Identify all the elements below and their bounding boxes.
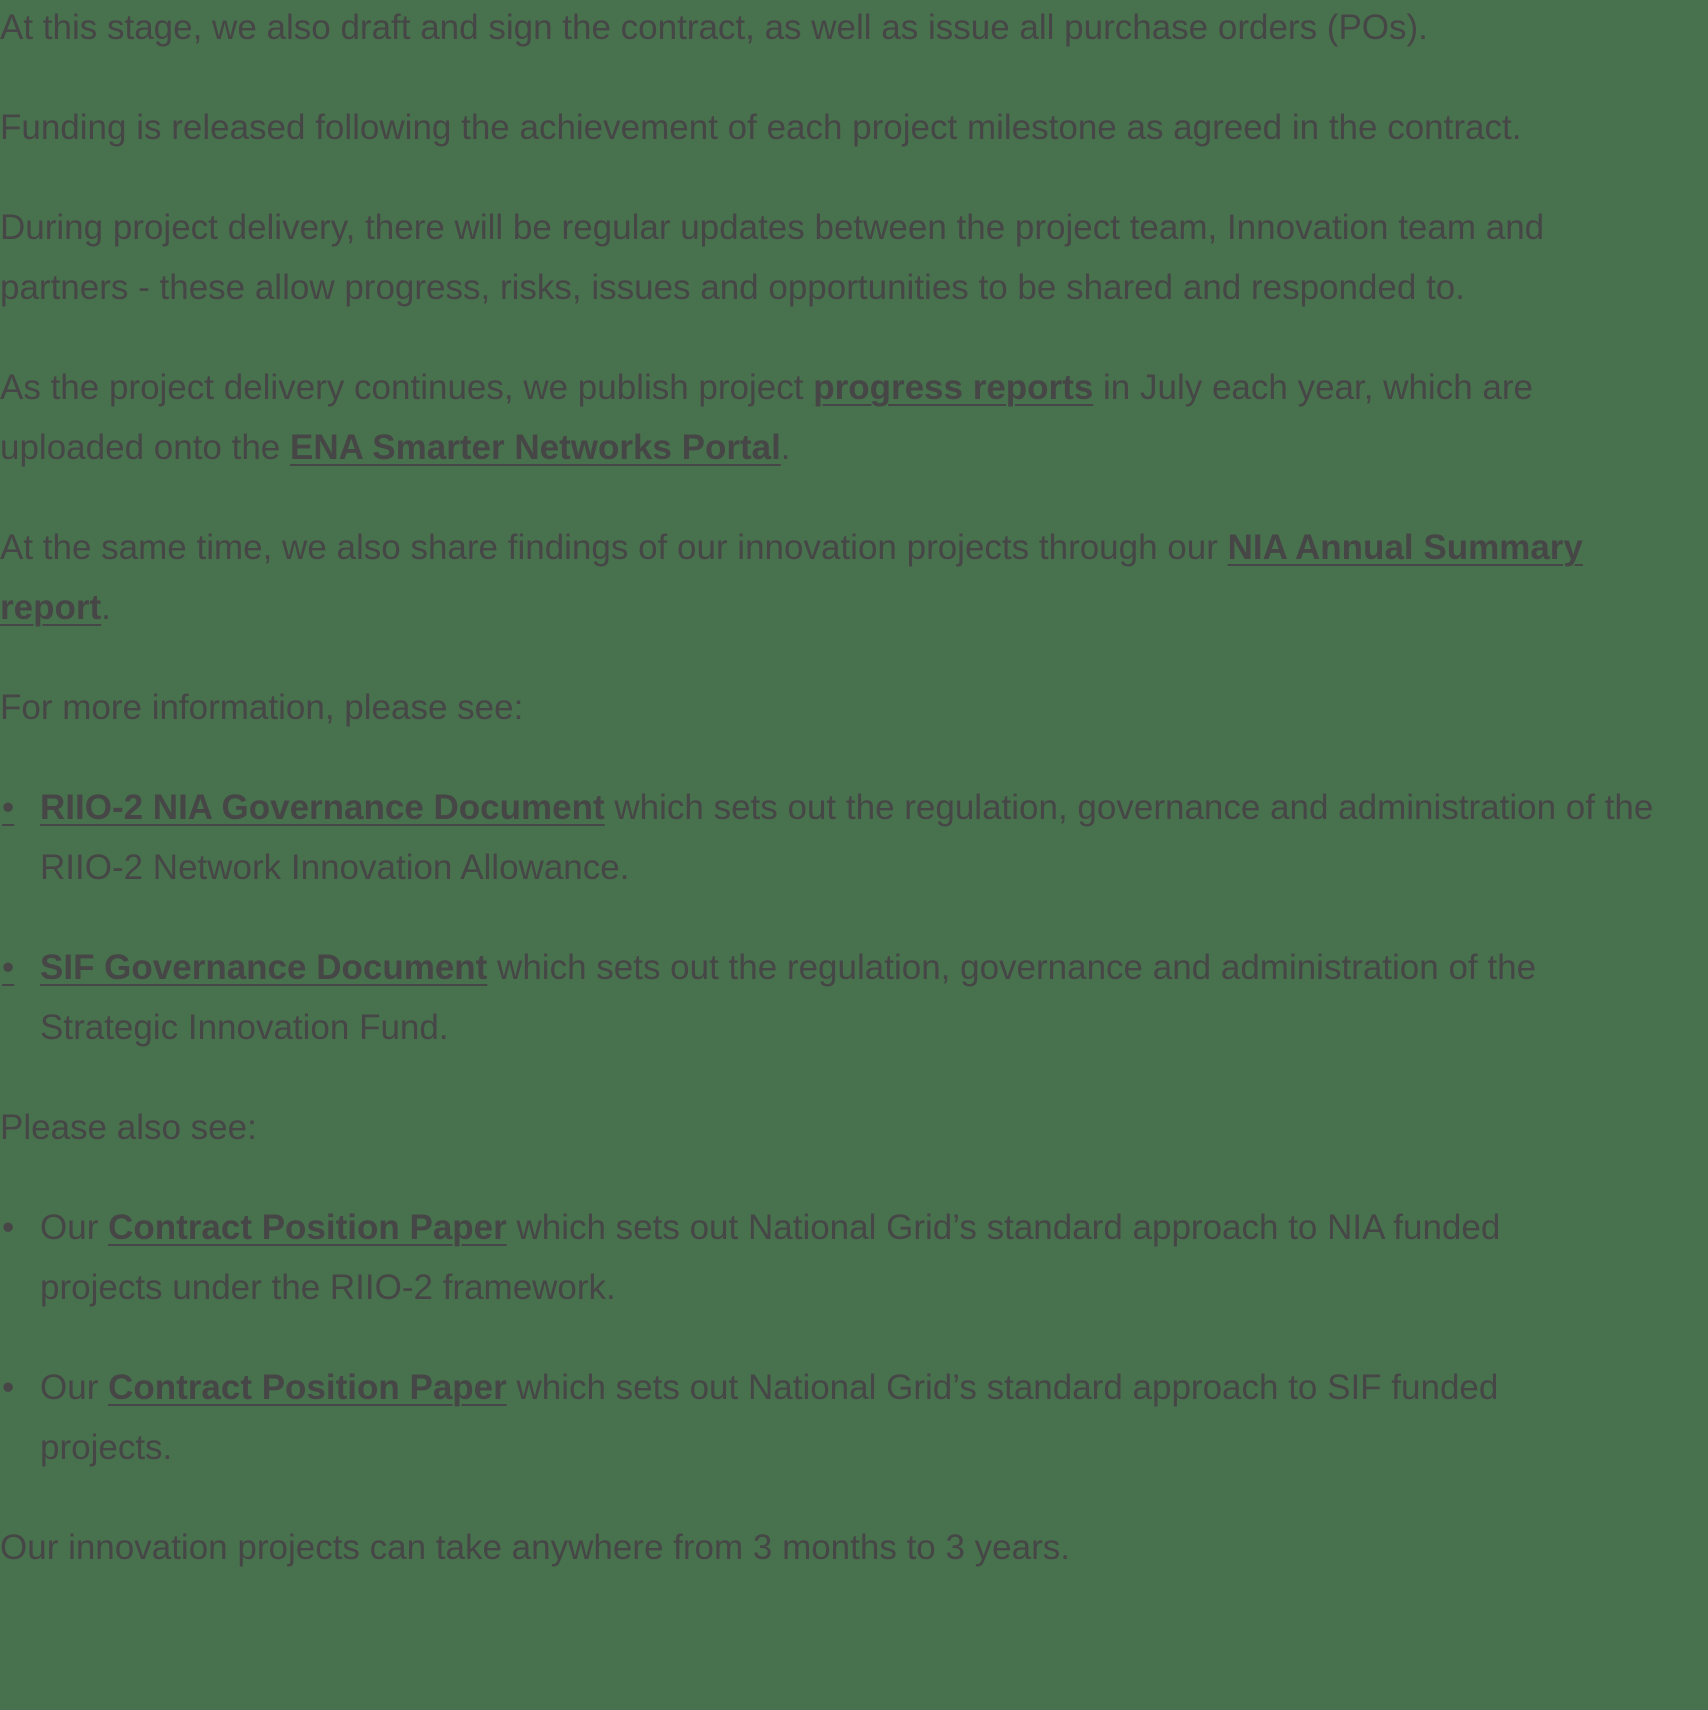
text: As the project delivery continues, we publish project [0,368,814,407]
paragraph-duration: Our innovation projects can take anywhere from 3 months to 3 years. [0,1528,1070,1567]
governance-documents-list [0,778,1660,1058]
nia-annual-summary-link[interactable]: NIA Annual Summary report [0,528,1583,627]
text: Our [40,1368,109,1407]
list-item [0,1358,1620,1478]
bullet-icon: • [2,788,15,827]
text: which sets out National Grid’s standard approach to NIA funded projects under the RIIO-2 framework. [40,1208,1501,1307]
paragraph-contract: At this stage, we also draft and sign the contract, as well as issue all purchase orders (POs). [0,8,1428,47]
nia-governance-link[interactable]: RIIO-2 NIA Governance Document [40,788,605,827]
nia-contract-paper-link[interactable]: Contract Position Paper [108,1208,507,1247]
text: which sets out National Grid’s standard approach to SIF funded projects. [40,1368,1499,1467]
list-item [0,778,1660,898]
bullet-icon: • [2,1368,15,1407]
text: Our [40,1208,109,1247]
paragraph-annual-summary [0,518,1660,638]
sif-governance-link[interactable]: SIF Governance Document [40,948,488,987]
text: . [101,588,111,627]
list-item [0,938,1660,1058]
bullet-icon: • [2,1208,15,1247]
ena-portal-link[interactable]: ENA Smarter Networks Portal [289,428,781,467]
paragraph-funding: Funding is released following the achievement of each project milestone as agreed in the contract. [0,108,1522,147]
bullet-icon: • [2,948,15,987]
paragraph-progress-reports [0,358,1600,478]
paragraph-more-info: For more information, please see: [0,688,524,727]
paragraph-also-see: Please also see: [0,1108,257,1147]
text: which sets out the regulation, governance and administration of the Strategic Innovation Fund. [40,948,1537,1047]
progress-reports-link[interactable]: progress reports [813,368,1094,407]
paragraph-delivery: During project delivery, there will be regular updates between the project team, Innovation team and partners - these allow progress, risks, issues and opportunities to be shared and responded to. [0,208,1545,307]
text: At the same time, we also share findings of our innovation projects through our [0,528,1228,567]
sif-contract-paper-link[interactable]: Contract Position Paper [108,1368,507,1407]
text: . [780,428,791,467]
text: in July each year, which are uploaded onto the [0,368,1533,467]
text: which sets out the regulation, governance and administration of the RIIO-2 Network Innovation Allowance. [40,788,1654,887]
list-item [0,1198,1620,1318]
contract-papers-list [0,1198,1620,1478]
